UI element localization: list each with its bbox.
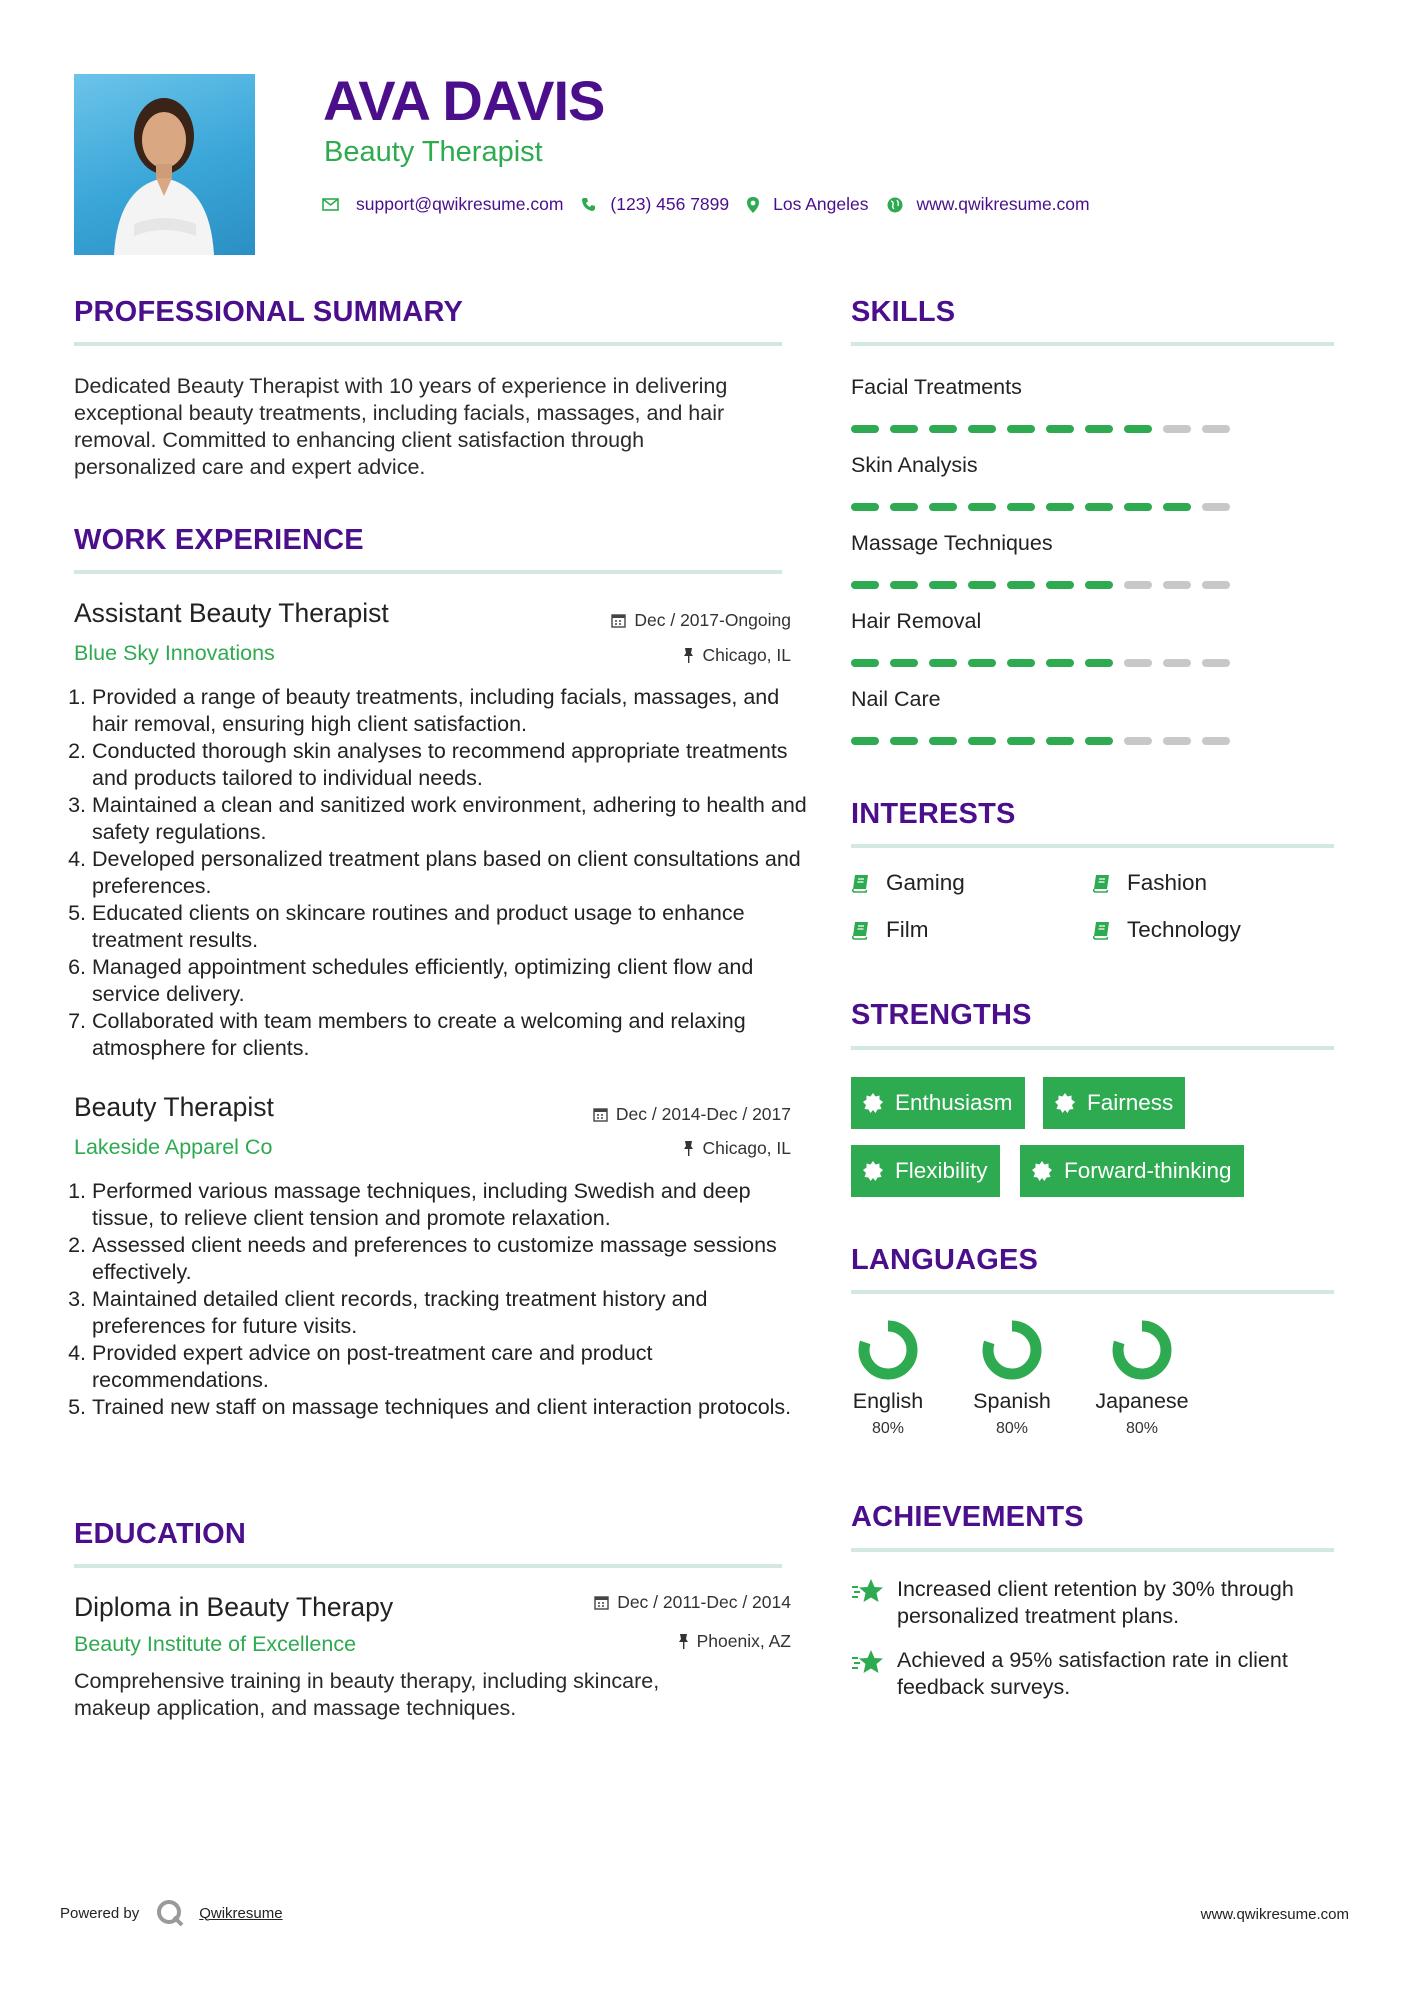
language-percent: 80% [995, 1420, 1029, 1437]
language-ring [982, 1320, 1042, 1380]
brand-link[interactable]: Qwikresume [199, 1904, 283, 1922]
list-item: 3. Maintained detailed client records, tracking treatment history and preferences for future visits. [92, 1286, 812, 1340]
language-name: Japanese [1095, 1389, 1189, 1413]
candidate-name: AVA DAVIS [323, 69, 605, 132]
language-percent: 80% [871, 1420, 905, 1437]
skill-bar [851, 737, 1241, 745]
globe-icon [887, 197, 903, 213]
education-line: Comprehensive training in beauty therapy, including skincare, [74, 1669, 660, 1693]
achievement-line: Increased client retention by 30% through [897, 1577, 1294, 1601]
skill-dash-filled [1007, 659, 1035, 667]
candidate-title: Beauty Therapist [324, 136, 543, 168]
achievement-item [851, 1576, 1341, 1630]
skill-dash-empty [1202, 425, 1230, 433]
calendar-icon [594, 1595, 609, 1610]
school-name: Beauty Institute of Excellence [74, 1632, 357, 1656]
book-icon [851, 873, 871, 893]
skill-dash-filled [1085, 503, 1113, 511]
skill-dash-empty [1124, 737, 1152, 745]
website-text: www.qwikresume.com [916, 194, 1090, 214]
skill-dash-filled [929, 425, 957, 433]
skill-dash-filled [929, 581, 957, 589]
strength-label: Fairness [1087, 1090, 1174, 1115]
experience-heading: WORK EXPERIENCE [74, 524, 364, 556]
interest-item [1092, 917, 1241, 943]
interest-item [851, 917, 928, 943]
list-item: 7. Collaborated with team members to create a welcoming and relaxing atmosphere for clients. [92, 1008, 812, 1062]
contact-location [747, 194, 868, 215]
skill-dash-filled [968, 503, 996, 511]
skills-divider [851, 342, 1334, 346]
skill-dash-empty [1163, 737, 1191, 745]
language-item [1087, 1320, 1197, 1438]
skill-dash-filled [851, 659, 879, 667]
star-icon [851, 1578, 885, 1604]
strengths-divider [851, 1046, 1334, 1050]
skill-dash-filled [851, 581, 879, 589]
skill-name: Massage Techniques [851, 531, 1053, 555]
education-description [74, 1668, 794, 1722]
skill-dash-empty [1163, 425, 1191, 433]
book-icon [851, 920, 871, 940]
skill-dash-filled [1124, 503, 1152, 511]
job-dates-text: Dec / 2017-Ongoing [634, 610, 791, 630]
summary-line: removal. Committed to enhancing client satisfaction through [74, 428, 645, 452]
phone-icon [581, 197, 596, 212]
interest-label: Film [886, 917, 929, 942]
pin-icon [683, 648, 694, 663]
list-item: 2. Conducted thorough skin analyses to recommend appropriate treatments and products tailored to individual needs. [92, 738, 812, 792]
skill-bar [851, 503, 1241, 511]
achievement-text [897, 1647, 1288, 1701]
skill-bar [851, 659, 1241, 667]
education-dates-text: Dec / 2011-Dec / 2014 [617, 1592, 791, 1612]
footer-branding [60, 1898, 283, 1928]
badge-icon [1055, 1093, 1075, 1113]
skill-dash-empty [1124, 581, 1152, 589]
skill-dash-filled [929, 659, 957, 667]
job-dates [593, 1104, 791, 1125]
skill-dash-filled [1046, 659, 1074, 667]
interest-item [1092, 870, 1207, 896]
skill-dash-empty [1202, 737, 1230, 745]
education-line: makeup application, and massage techniques. [74, 1696, 517, 1720]
skill-dash-empty [1202, 659, 1230, 667]
achievement-item [851, 1647, 1341, 1701]
badge-icon [863, 1161, 883, 1181]
degree-title: Diploma in Beauty Therapy [74, 1592, 394, 1622]
profile-photo [74, 74, 255, 255]
skill-dash-filled [890, 425, 918, 433]
skill-dash-filled [890, 659, 918, 667]
education-location-text: Phoenix, AZ [696, 1631, 791, 1651]
skill-dash-empty [1163, 659, 1191, 667]
skill-dash-empty [1202, 581, 1230, 589]
list-item: 1. Performed various massage techniques, including Swedish and deep tissue, to relieve client tension and promote relaxation. [92, 1178, 812, 1232]
skill-dash-filled [1046, 581, 1074, 589]
skill-dash-filled [1085, 581, 1113, 589]
list-item: 1. Provided a range of beauty treatments, including facials, massages, and hair removal, ensuring high client satisfaction. [92, 684, 812, 738]
summary-heading: PROFESSIONAL SUMMARY [74, 296, 464, 328]
envelope-icon [322, 198, 339, 211]
book-icon [1092, 920, 1112, 940]
education-heading: EDUCATION [74, 1518, 247, 1550]
job-company: Lakeside Apparel Co [74, 1135, 273, 1159]
skill-dash-filled [1007, 425, 1035, 433]
map-marker-icon [747, 197, 759, 213]
badge-icon [863, 1093, 883, 1113]
job-title: Beauty Therapist [74, 1092, 274, 1122]
summary-line: personalized care and expert advice. [74, 455, 426, 479]
pin-icon [678, 1634, 689, 1649]
skills-heading: SKILLS [851, 296, 956, 328]
skill-dash-filled [929, 737, 957, 745]
skill-dash-filled [1046, 503, 1074, 511]
language-ring [858, 1320, 918, 1380]
skill-dash-filled [968, 659, 996, 667]
footer-website[interactable]: www.qwikresume.com [1200, 1906, 1349, 1923]
contact-website[interactable] [887, 194, 1090, 215]
skill-dash-filled [1085, 659, 1113, 667]
book-icon [1092, 873, 1112, 893]
strengths-heading: STRENGTHS [851, 999, 1032, 1031]
skill-dash-filled [1007, 581, 1035, 589]
job-duties [74, 1178, 812, 1421]
languages-divider [851, 1290, 1334, 1294]
skill-dash-filled [1085, 737, 1113, 745]
skill-dash-empty [1124, 659, 1152, 667]
skill-dash-filled [890, 503, 918, 511]
list-item: 5. Educated clients on skincare routines and product usage to enhance treatment results. [92, 900, 812, 954]
strength-tag [851, 1077, 1025, 1129]
interest-label: Gaming [886, 870, 965, 895]
skill-name: Hair Removal [851, 609, 982, 633]
contact-bar [322, 194, 1108, 215]
skill-dash-filled [851, 503, 879, 511]
email-text: support@qwikresume.com [356, 194, 564, 214]
list-item: 3. Maintained a clean and sanitized work environment, adhering to health and safety regulations. [92, 792, 812, 846]
skill-dash-filled [968, 581, 996, 589]
achievement-line: Achieved a 95% satisfaction rate in client [897, 1648, 1288, 1672]
education-divider [74, 1564, 782, 1568]
skill-name: Facial Treatments [851, 375, 1022, 399]
language-name: Spanish [973, 1389, 1051, 1413]
skill-dash-filled [1085, 425, 1113, 433]
skill-dash-filled [1007, 503, 1035, 511]
interest-label: Technology [1127, 917, 1241, 942]
skill-name: Skin Analysis [851, 453, 978, 477]
summary-divider [74, 342, 782, 346]
job-company: Blue Sky Innovations [74, 641, 275, 665]
skill-dash-filled [1046, 425, 1074, 433]
skill-dash-filled [890, 737, 918, 745]
achievement-text [897, 1576, 1294, 1630]
contact-email[interactable] [322, 194, 563, 215]
language-item [833, 1320, 943, 1438]
interests-divider [851, 844, 1334, 848]
job-dates-text: Dec / 2014-Dec / 2017 [615, 1104, 791, 1124]
skill-dash-filled [1007, 737, 1035, 745]
strength-tag [1020, 1145, 1244, 1197]
interest-label: Fashion [1127, 870, 1208, 895]
achievements-divider [851, 1548, 1334, 1552]
skill-bar [851, 425, 1241, 433]
skill-dash-filled [851, 737, 879, 745]
star-icon [851, 1649, 885, 1675]
summary-line: Dedicated Beauty Therapist with 10 years of experience in delivering [74, 374, 728, 398]
job-location [683, 645, 791, 666]
job-dates [611, 610, 791, 631]
pin-icon [683, 1141, 694, 1156]
language-name: English [852, 1389, 924, 1413]
strength-label: Flexibility [895, 1158, 988, 1183]
interests-heading: INTERESTS [851, 798, 1016, 830]
language-ring [1112, 1320, 1172, 1380]
job-title: Assistant Beauty Therapist [74, 598, 389, 628]
list-item: 4. Developed personalized treatment plans based on client consultations and preferences. [92, 846, 812, 900]
strength-label: Forward-thinking [1064, 1158, 1232, 1183]
list-item: 4. Provided expert advice on post-treatment care and product recommendations. [92, 1340, 812, 1394]
list-item: 5. Trained new staff on massage techniques and client interaction protocols. [92, 1394, 812, 1421]
skill-dash-filled [1163, 503, 1191, 511]
job-location-text: Chicago, IL [702, 1138, 791, 1158]
experience-divider [74, 570, 782, 574]
language-percent: 80% [1125, 1420, 1159, 1437]
skill-dash-filled [890, 581, 918, 589]
strength-tag [1043, 1077, 1185, 1129]
languages-heading: LANGUAGES [851, 1244, 1039, 1276]
calendar-icon [611, 613, 626, 628]
strength-label: Enthusiasm [895, 1090, 1013, 1115]
skill-dash-filled [929, 503, 957, 511]
skill-dash-filled [851, 425, 879, 433]
job-location [683, 1138, 791, 1159]
list-item: 6. Managed appointment schedules efficiently, optimizing client flow and service delivery. [92, 954, 812, 1008]
phone-text: (123) 456 7899 [610, 194, 730, 214]
achievements-heading: ACHIEVEMENTS [851, 1501, 1084, 1533]
skill-dash-empty [1202, 503, 1230, 511]
skill-bar [851, 581, 1241, 589]
summary-line: exceptional beauty treatments, including facials, massages, and hair [74, 401, 725, 425]
education-dates [594, 1592, 791, 1613]
skill-dash-filled [1046, 737, 1074, 745]
list-item: 2. Assessed client needs and preferences to customize massage sessions effectively. [92, 1232, 812, 1286]
achievement-line: feedback surveys. [897, 1675, 1071, 1699]
skill-name: Nail Care [851, 687, 941, 711]
powered-by-text: Powered by [60, 1904, 140, 1922]
interest-item [851, 870, 965, 896]
badge-icon [1032, 1161, 1052, 1181]
education-location [678, 1631, 791, 1652]
calendar-icon [593, 1107, 608, 1122]
summary-text [74, 373, 794, 481]
achievement-line: personalized treatment plans. [897, 1604, 1180, 1628]
qwikresume-logo-icon [155, 1898, 185, 1928]
contact-phone[interactable] [581, 194, 729, 215]
skill-dash-empty [1163, 581, 1191, 589]
skill-dash-filled [1124, 425, 1152, 433]
skill-dash-filled [968, 737, 996, 745]
job-duties [74, 684, 812, 1062]
location-text: Los Angeles [773, 194, 869, 214]
language-item [957, 1320, 1067, 1438]
strength-tag [851, 1145, 1000, 1197]
skill-dash-filled [968, 425, 996, 433]
job-location-text: Chicago, IL [702, 645, 791, 665]
